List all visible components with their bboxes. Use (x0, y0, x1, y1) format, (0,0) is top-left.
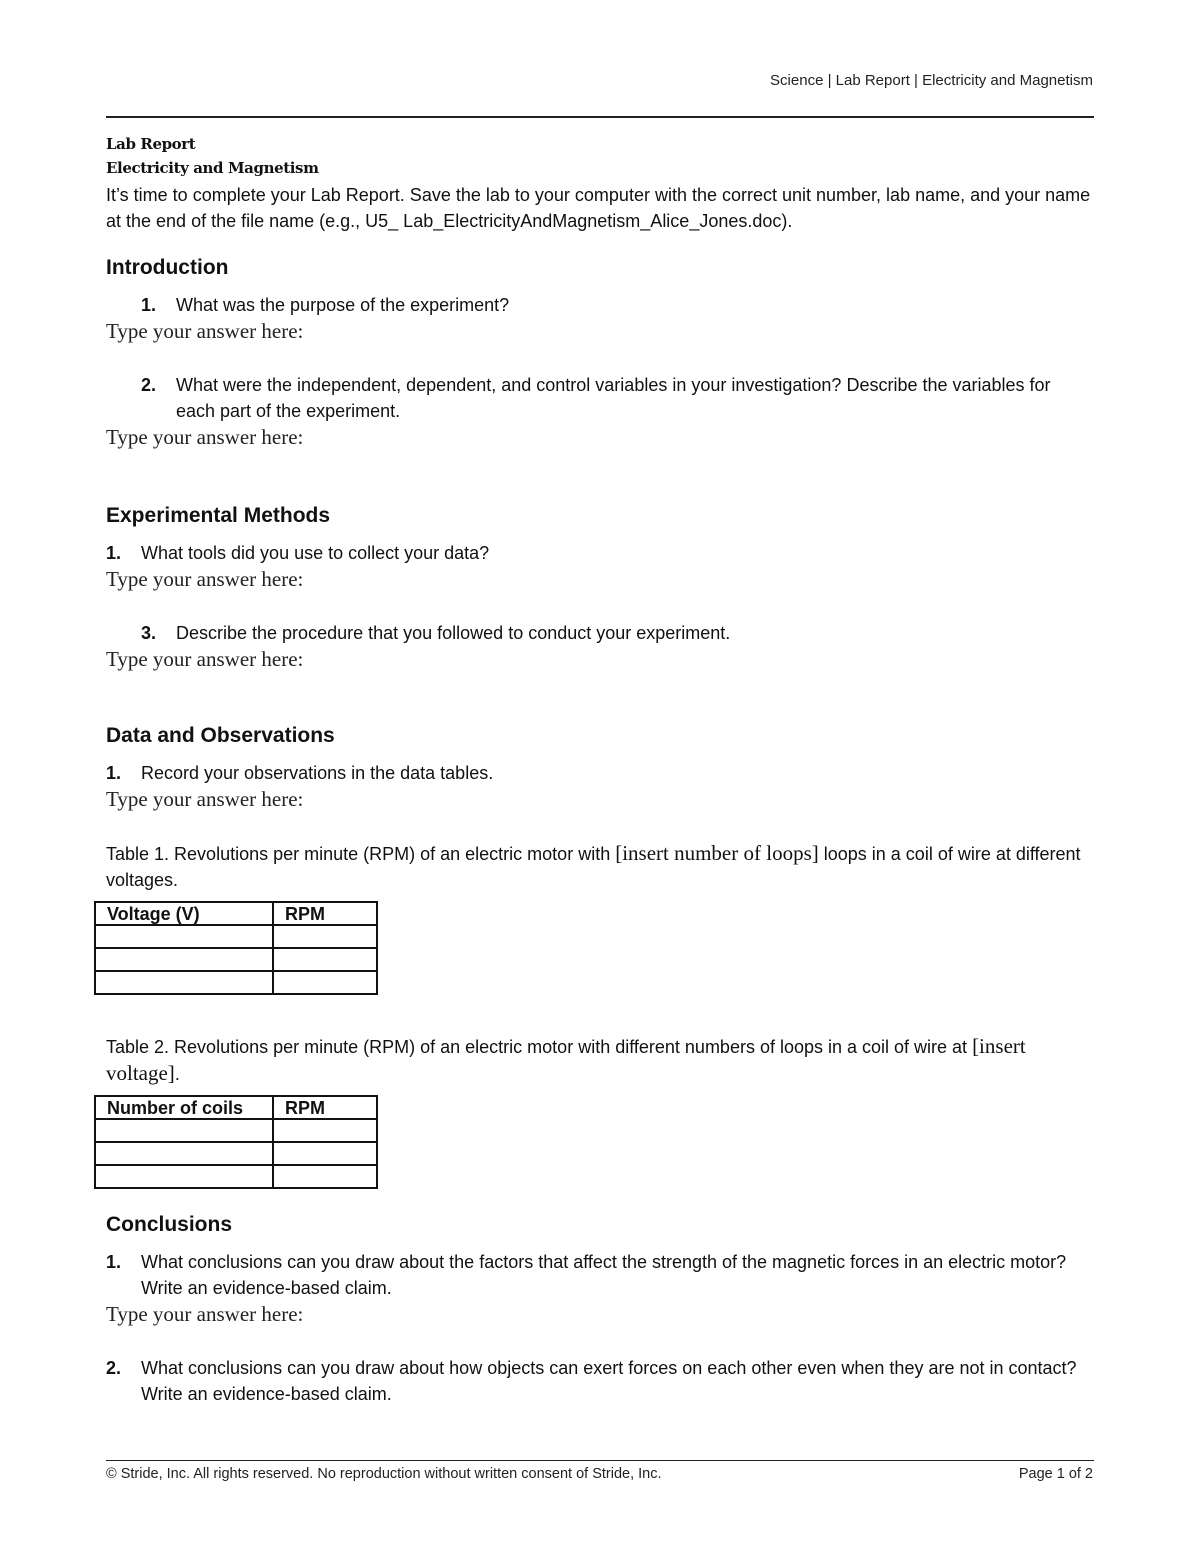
table1-caption (106, 840, 1094, 893)
table-cell[interactable] (95, 925, 273, 948)
caption-text: Table 1. Revolutions per minute (RPM) of an electric motor with (106, 844, 616, 864)
footer-copyright: © Stride, Inc. All rights reserved. No reproduction without written consent of Stride, Inc. (106, 1466, 662, 1482)
question-text: What conclusions can you draw about how objects can exert forces on each other even when they are not in contact? Write an evidence-based claim. (141, 1358, 1077, 1404)
question-intro-1 (106, 292, 1094, 318)
answer-field-methods-1[interactable]: Type your answer here: (106, 567, 304, 591)
table-row (95, 1119, 377, 1142)
question-number: 2. (106, 1358, 122, 1378)
caption-text: Table 2. Revolutions per minute (RPM) of an electric motor with different numbers of loops in a coil of wire at (106, 1037, 973, 1057)
table-cell[interactable] (95, 948, 273, 971)
table-cell[interactable] (273, 1119, 377, 1142)
caption-text: loops in a coil of wire at different voltages. (106, 844, 1081, 890)
doc-label-topic: Electricity and Magnetism (106, 159, 319, 177)
answer-field-intro-1[interactable]: Type your answer here: (106, 319, 304, 343)
question-text: What were the independent, dependent, and control variables in your investigation? Describe the variables for each part of the experiment. (176, 375, 1051, 421)
table-row (95, 1165, 377, 1188)
question-methods-3 (106, 620, 1094, 646)
question-text: Describe the procedure that you followed to conduct your experiment. (176, 623, 731, 643)
question-number: 1. (106, 763, 122, 783)
table-row (95, 925, 377, 948)
table-cell[interactable] (95, 971, 273, 994)
heading-conclusions: Conclusions (106, 1213, 233, 1236)
table-cell[interactable] (95, 1119, 273, 1142)
column-header-voltage: Voltage (V) (95, 902, 273, 925)
table2-caption (106, 1033, 1094, 1087)
question-data-1 (106, 760, 1094, 786)
header-divider (106, 116, 1094, 118)
intro-paragraph: It’s time to complete your Lab Report. Save the lab to your computer with the correct unit number, lab name, and your name at the end of the file name (e.g., U5_ Lab_ElectricityAndMagnetism_Alice_Jones.doc). (106, 185, 1091, 231)
question-number: 1. (141, 295, 157, 315)
question-text: Record your observations in the data tables. (141, 763, 494, 783)
question-number: 3. (141, 623, 157, 643)
question-number: 1. (106, 543, 122, 563)
heading-experimental-methods: Experimental Methods (106, 504, 331, 527)
answer-field-conclusions-1[interactable]: Type your answer here: (106, 1302, 304, 1326)
question-number: 2. (141, 375, 157, 395)
table-cell[interactable] (273, 948, 377, 971)
question-number: 1. (106, 1252, 122, 1272)
table-cell[interactable] (273, 925, 377, 948)
column-header-number-of-coils: Number of coils (95, 1096, 273, 1119)
caption-placeholder[interactable]: [insert voltage] (106, 1034, 1026, 1085)
answer-field-data-1[interactable]: Type your answer here: (106, 787, 304, 811)
caption-placeholder[interactable]: [insert number of loops] (615, 841, 819, 865)
answer-field-methods-3[interactable]: Type your answer here: (106, 647, 304, 671)
question-text: What conclusions can you draw about the factors that affect the strength of the magnetic forces in an electric motor? Write an evidence-based claim. (141, 1252, 1067, 1298)
table-cell[interactable] (273, 971, 377, 994)
table-row (95, 971, 377, 994)
question-conclusions-2 (106, 1355, 1094, 1407)
column-header-rpm: RPM (273, 902, 377, 925)
question-conclusions-1 (106, 1249, 1094, 1301)
caption-text: . (174, 1064, 180, 1084)
table-row (95, 1142, 377, 1165)
heading-data-observations: Data and Observations (106, 724, 335, 747)
question-text: What was the purpose of the experiment? (176, 295, 510, 315)
table-row (95, 948, 377, 971)
table-rpm-by-voltage (94, 901, 378, 995)
running-header: Science | Lab Report | Electricity and Magnetism (770, 72, 1093, 89)
table-cell[interactable] (95, 1142, 273, 1165)
question-methods-1 (106, 540, 1094, 566)
doc-label-lab-report: Lab Report (106, 135, 196, 153)
table-cell[interactable] (273, 1165, 377, 1188)
table-rpm-by-coils (94, 1095, 378, 1189)
table-cell[interactable] (95, 1165, 273, 1188)
heading-introduction: Introduction (106, 256, 229, 279)
answer-field-intro-2[interactable]: Type your answer here: (106, 425, 304, 449)
footer-page-number: Page 1 of 2 (1018, 1466, 1093, 1482)
question-intro-2 (106, 372, 1094, 424)
table-cell[interactable] (273, 1142, 377, 1165)
question-text: What tools did you use to collect your data? (141, 543, 490, 563)
document-body (106, 132, 1094, 1407)
column-header-rpm: RPM (273, 1096, 377, 1119)
footer-divider (106, 1460, 1094, 1461)
